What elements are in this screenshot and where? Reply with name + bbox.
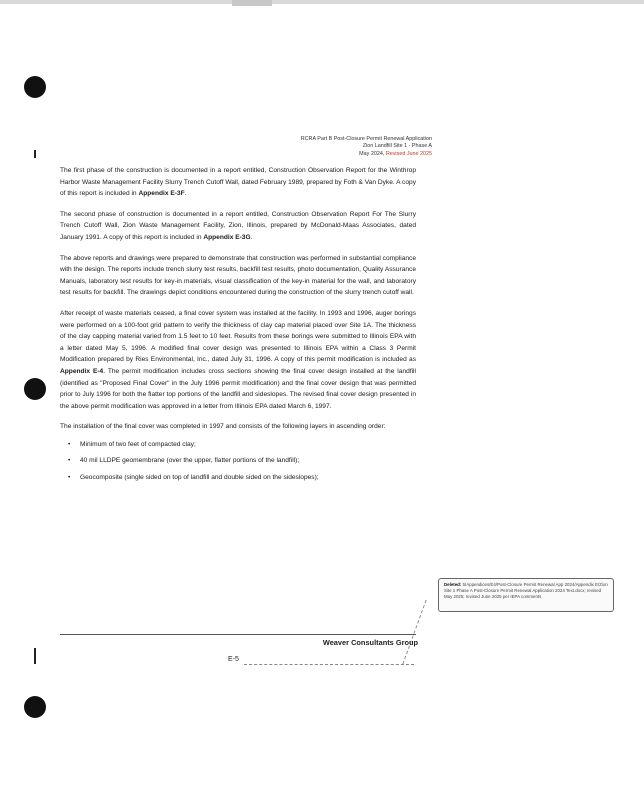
deleted-comment-balloon[interactable]: [438, 578, 614, 612]
paragraph-5: The installation of the final cover was completed in 1997 and consists of the following layers in ascending order:: [60, 423, 386, 431]
list-item: • 40 mil LLDPE geomembrane (over the upper, flatter portions of the landfill);: [60, 455, 416, 467]
paragraph-2: The second phase of construction is documented in a report entitled, Construction Observation Report For The Slurry Trench Cutoff Wall, Zion Waste Management Facility, Zion, Illinois, prepared by McDonald-Maas Associates, dated January 1991. A copy of this report is included in Appendix E-3G.: [60, 210, 416, 241]
header-site: Zion Landfill Site 1 - Phase A: [362, 143, 432, 150]
comment-connector: [402, 600, 427, 664]
header-revised: Revised June 2025: [385, 150, 432, 157]
paragraph-1: The first phase of the construction is documented in a report entitled, Construction Observation Report for the Winthrop Harbor Waste Management Facility Slurry Trench Cutoff Wall, dated February 1989, prepared by Foth & Van Dyke. A copy of this report is included in Appendix E-3F.: [60, 167, 416, 198]
header-date-line: [301, 151, 432, 158]
binder-hole-top: [24, 76, 46, 98]
scan-mark: [232, 0, 272, 6]
list-item: • Minimum of two feet of compacted clay;: [60, 439, 416, 451]
header-title: RCRA Part B Post-Closure Permit Renewal Application: [300, 136, 432, 142]
footer-rule: [60, 634, 416, 635]
comment-text: 5/Appendices/E4/Post-Closure Permit Renewal App 2024/Appendix E/Zion Site 1 Phase A Post-Closure Permit Renewal Application 2024 Text.docx; revised May 2025; revised June 2025 per IEPA comments: [444, 582, 608, 599]
firm-name: Weaver Consultants Group: [322, 638, 418, 647]
comment-label: Deleted:: [444, 582, 462, 587]
list-item: • Geocomposite (single sided on top of landfill and double sided on the sideslopes);: [60, 472, 416, 484]
paragraph-4: After receipt of waste materials ceased, a final cover system was installed at the facility. In 1993 and 1996, auger borings were performed on a 100-foot grid pattern to verify the thickness of clay cap material placed over Site 1A. The thickness of the clay capping material varied from 1.5 feet to 10 feet. Results from these borings were submitted to Illinois EPA with a letter dated May 5, 1996. A modified final cover design was presented to Illinois EPA within a Class 3 Permit Modification prepared by Ries Environmental, Inc., dated July 31, 1996. A copy of this permit modification is included as Appendix E-4. The permit modification includes cross sections showing the final cover design installed at the landfill (identified as "Proposed Final Cover" in the July 1996 permit modification) and the final cover design that was permitted prior to July 1996 for both the flatter top portions of the landfill and sideslopes. The revised final cover design presented in the above permit modification was approved in a letter from Illinois EPA dated March 6, 1997.: [60, 309, 416, 410]
binder-hole-bottom: [24, 696, 46, 718]
change-bar-bottom: [34, 648, 36, 664]
binder-hole-middle: [24, 378, 46, 400]
document-header: [301, 136, 432, 158]
scan-edge-top: [0, 0, 644, 4]
change-bar-top: [34, 150, 36, 158]
page-number: E-5: [228, 656, 239, 663]
cover-layers-list: [60, 439, 416, 484]
appendix-ref: Appendix E-4: [60, 367, 104, 375]
comment-leader-line: [244, 664, 414, 665]
header-date: May 2024,: [359, 150, 385, 157]
appendix-ref: Appendix E-3F: [138, 190, 185, 198]
document-body: [60, 165, 416, 489]
paragraph-3: The above reports and drawings were prepared to demonstrate that construction was performed in substantial compliance with the design. The reports include trench slurry test results, backfill test results, photo documentation, Quality Assurance Manuals, laboratory test results for key-in materials, visual classification of the key-in material for the wall, and laboratory test results for backfill. The drawings depict conditions encountered during the construction of the slurry trench cutoff wall.: [60, 254, 416, 297]
appendix-ref: Appendix E-3G: [203, 233, 251, 241]
